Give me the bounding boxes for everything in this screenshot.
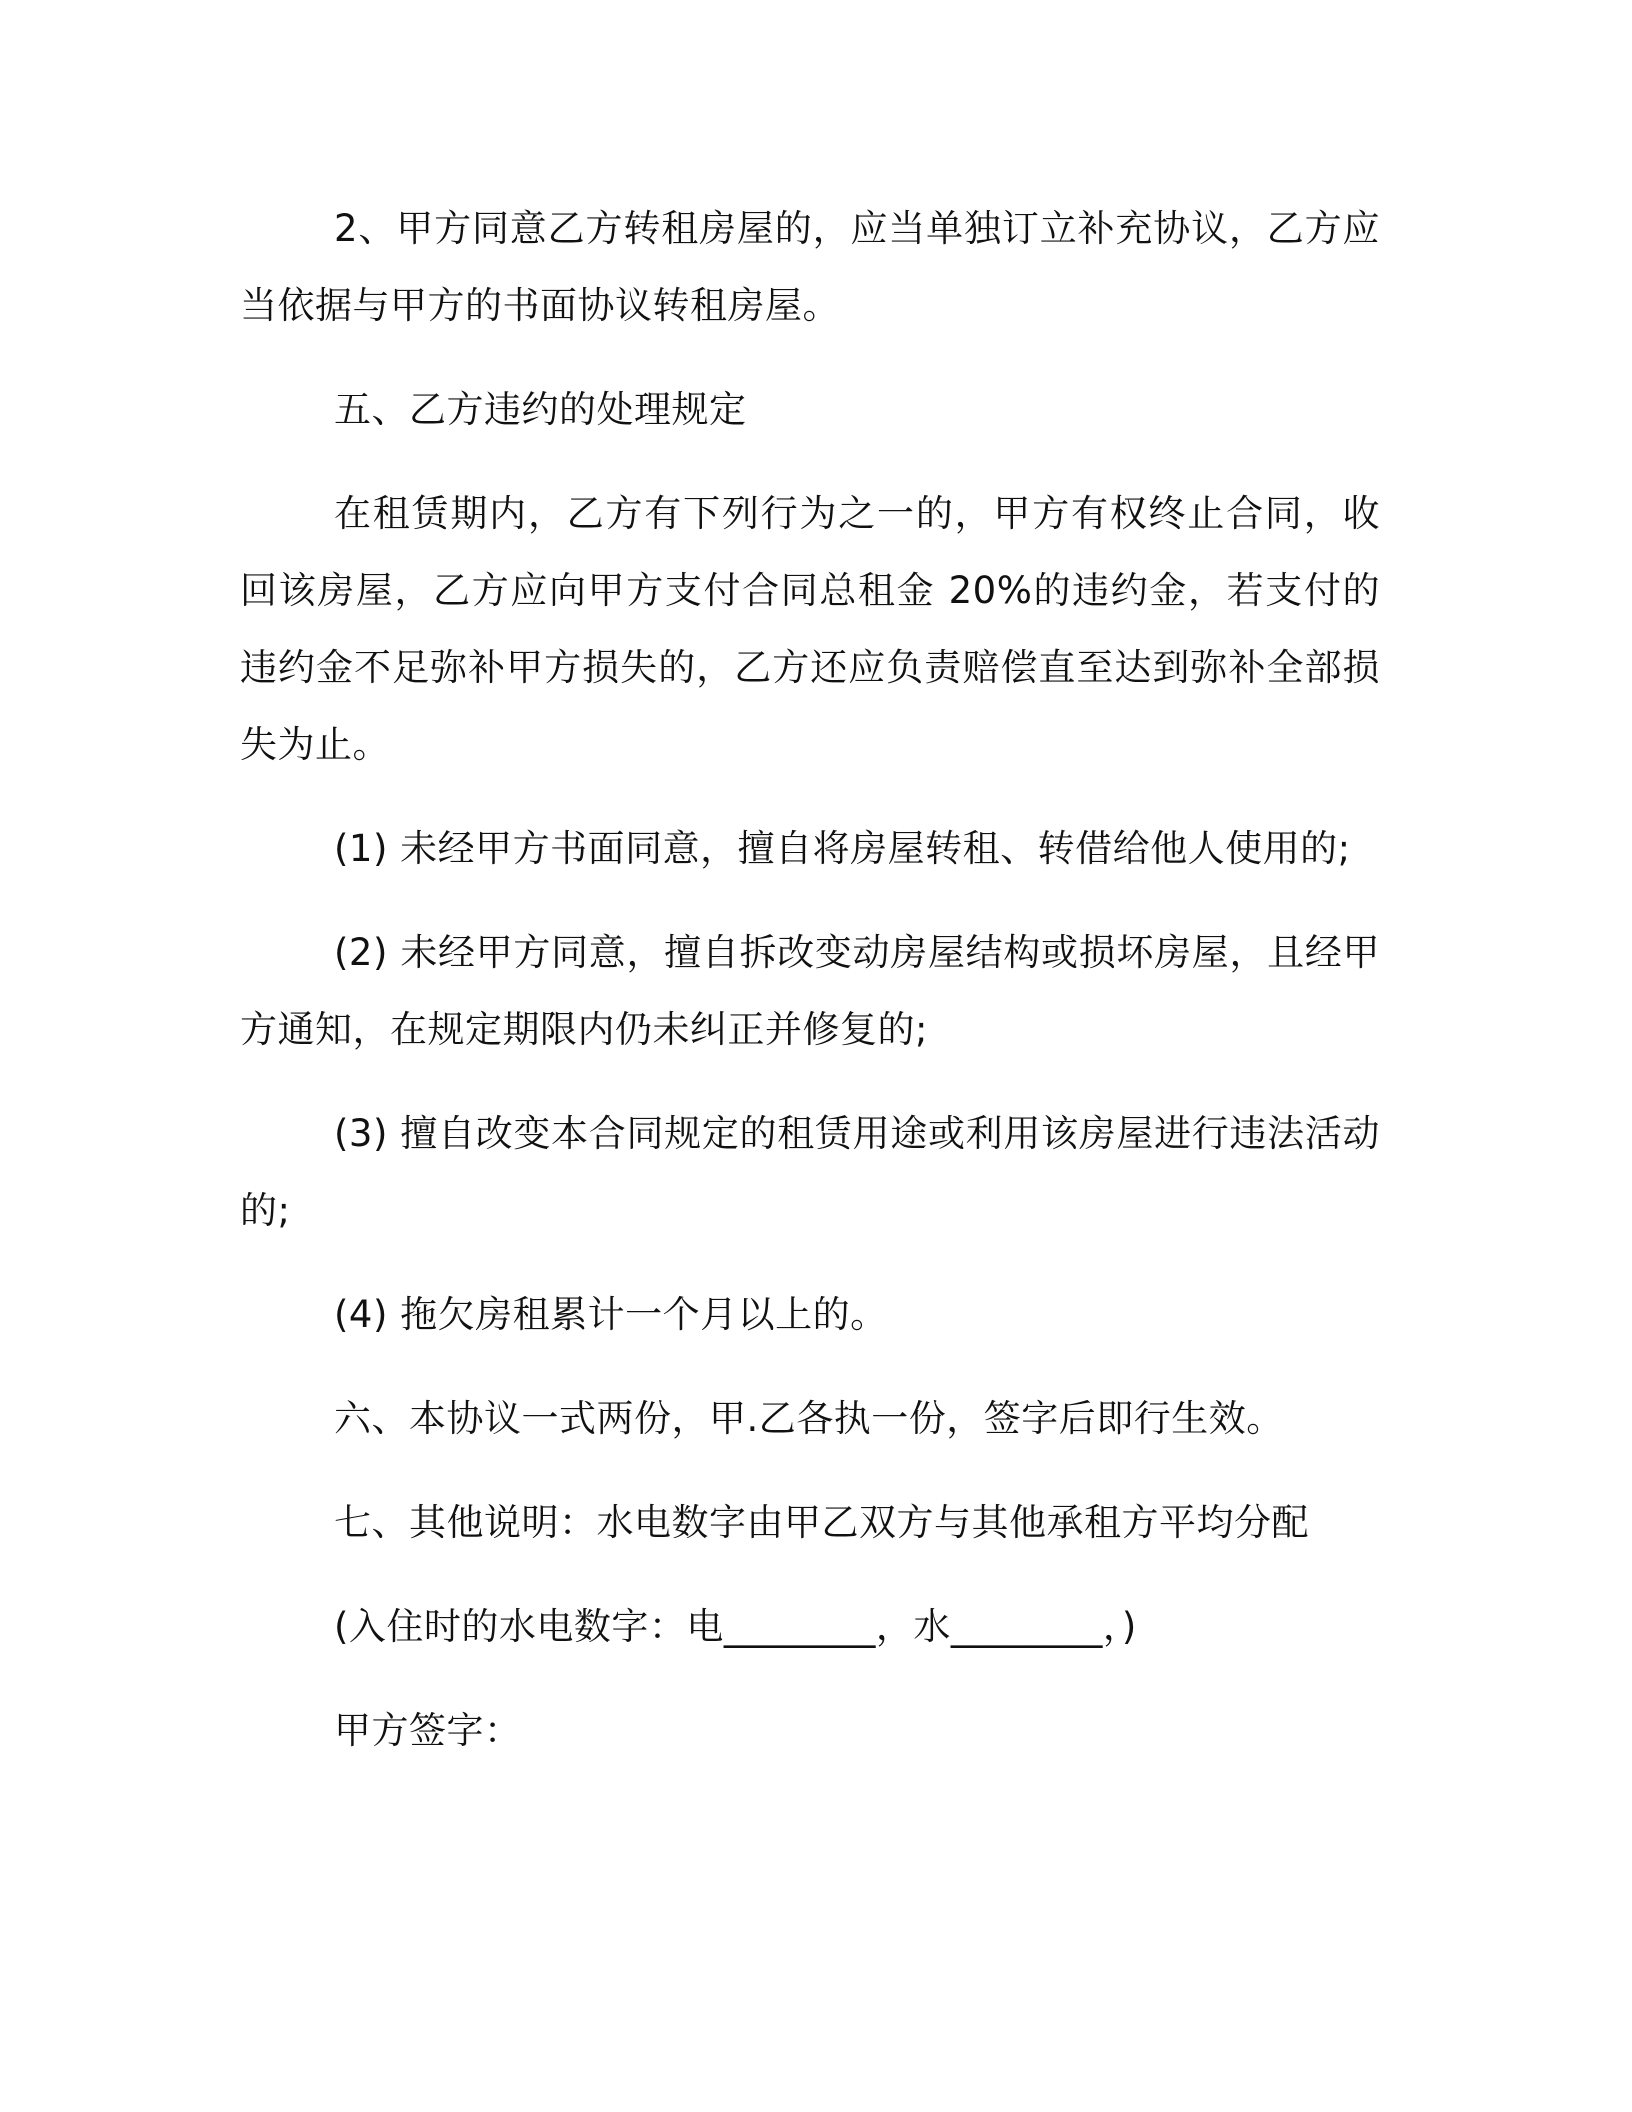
paragraph-sublease-agreement: 2、甲方同意乙方转租房屋的，应当单独订立补充协议，乙方应当依据与甲方的书面协议转租房屋。 (240, 207, 1380, 327)
section-heading-breach: 五、乙方违约的处理规定 (334, 388, 747, 431)
document-body (240, 190, 1380, 1796)
utility-readings: (入住时的水电数字：电________，水________，) (334, 1605, 1137, 1648)
list-item-1: (1) 未经甲方书面同意，擅自将房屋转租、转借给他人使用的; (334, 827, 1351, 870)
list-item-3: (3) 擅自改变本合同规定的租赁用途或利用该房屋进行违法活动的; (240, 1112, 1380, 1232)
list-item-2: (2) 未经甲方同意，擅自拆改变动房屋结构或损坏房屋，且经甲方通知，在规定期限内仍未纠正并修复的; (240, 931, 1380, 1051)
section-validity: 六、本协议一式两份，甲.乙各执一份，签字后即行生效。 (334, 1397, 1284, 1440)
section-other-notes: 七、其他说明：水电数字由甲乙双方与其他承租方平均分配 (334, 1501, 1309, 1544)
party-a-signature-label: 甲方签字： (334, 1709, 522, 1752)
paragraph-breach-terms: 在租赁期内，乙方有下列行为之一的，甲方有权终止合同，收回该房屋，乙方应向甲方支付合同总租金 20%的违约金，若支付的违约金不足弥补甲方损失的，乙方还应负责赔偿直至达到弥补全部损失为止。 (240, 492, 1380, 766)
list-item-4: (4) 拖欠房租累计一个月以上的。 (334, 1293, 888, 1336)
